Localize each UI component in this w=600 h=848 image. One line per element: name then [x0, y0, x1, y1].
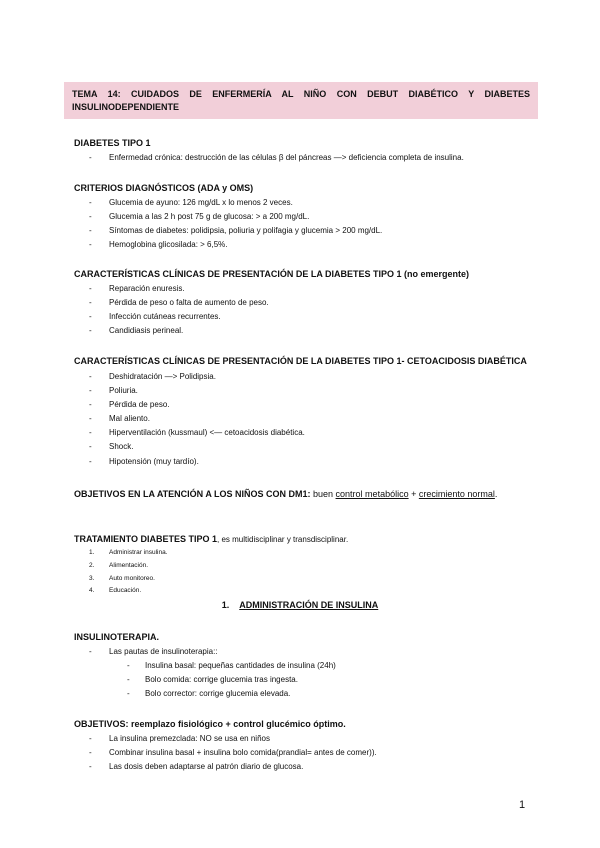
- heading-cetoacidosis: CARACTERÍSTICAS CLÍNICAS DE PRESENTACIÓN DE LA DIABETES TIPO 1- CETOACIDOSIS DIABÉTICA: [74, 356, 527, 366]
- list-item: - Hipotensión (muy tardío).: [89, 457, 199, 466]
- list-item: - Deshidratación —> Polidipsia.: [89, 372, 216, 381]
- list-item: - Pérdida de peso o falta de aumento de peso.: [89, 298, 269, 307]
- objetivos-atencion-heading: OBJETIVOS EN LA ATENCIÓN A LOS NIÑOS CON DM1:: [74, 489, 311, 499]
- list-item: - Poliuria.: [89, 386, 138, 395]
- numbered-item: 2. Alimentación.: [89, 562, 149, 569]
- heading-criterios: CRITERIOS DIAGNÓSTICOS (ADA y OMS): [74, 183, 254, 193]
- list-item: - Las pautas de insulinoterapia::: [89, 647, 218, 656]
- list-item: - Glucemia a las 2 h post 75 g de glucosa: > a 200 mg/dL.: [89, 212, 310, 221]
- list-item: - Hemoglobina glicosilada: > 6,5%.: [89, 240, 228, 249]
- list-item: - Glucemia de ayuno: 126 mg/dL x lo menos 2 veces.: [89, 198, 293, 207]
- heading-insulinoterapia: INSULINOTERAPIA.: [74, 632, 160, 642]
- sub-list-item: - Bolo corrector: corrige glucemia elevada.: [127, 689, 291, 698]
- control-metabolico-text: control metabólico: [335, 489, 409, 499]
- sub-list-item: - Bolo comida: corrige glucemia tras ingesta.: [127, 675, 298, 684]
- list-item: - Pérdida de peso.: [89, 400, 170, 409]
- sub-list-item: - Insulina basal: pequeñas cantidades de insulina (24h): [127, 661, 336, 670]
- list-item: - La insulina premezclada: NO se usa en niños: [89, 734, 270, 743]
- crecimiento-normal-text: crecimiento normal: [418, 489, 495, 499]
- objetivos-atencion-paragraph: OBJETIVOS EN LA ATENCIÓN A LOS NIÑOS CON DM1: buen control metabólico + crecimiento normal.: [74, 489, 498, 499]
- list-item: - Candidiasis perineal.: [89, 326, 184, 335]
- numbered-item: 1. Administrar insulina.: [89, 549, 168, 556]
- list-item: - Combinar insulina basal + insulina bolo comida(prandial= antes de comer)).: [89, 748, 377, 757]
- list-item: - Las dosis deben adaptarse al patrón diario de glucosa.: [89, 762, 304, 771]
- heading-objetivos: OBJETIVOS: reemplazo fisiológico + control glucémico óptimo.: [74, 719, 346, 729]
- list-item: - Enfermedad crónica: destrucción de las células β del páncreas —> deficiencia completa de insulina.: [89, 153, 464, 162]
- list-item: - Reparación enuresis.: [89, 284, 185, 293]
- list-item: - Síntomas de diabetes: polidipsia, poliuria y polifagia y glucemia > 200 mg/dL.: [89, 226, 383, 235]
- section-heading-administracion: 1. ADMINISTRACIÓN DE INSULINA: [221, 600, 379, 610]
- numbered-item: 4. Educación.: [89, 587, 142, 594]
- numbered-item: 3. Auto monitoreo.: [89, 575, 155, 582]
- list-item: - Mal aliento.: [89, 414, 150, 423]
- heading-tratamiento: TRATAMIENTO DIABETES TIPO 1, es multidisciplinar y transdisciplinar.: [74, 534, 349, 544]
- list-item: - Hiperventilación (kussmaul) <— cetoacidosis diabética.: [89, 428, 305, 437]
- heading-clinicas: CARACTERÍSTICAS CLÍNICAS DE PRESENTACIÓN DE LA DIABETES TIPO 1 (no emergente): [74, 269, 470, 279]
- page-number: 1: [519, 799, 526, 811]
- list-item: - Shock.: [89, 442, 134, 451]
- page-title: TEMA 14: CUIDADOS DE ENFERMERÍA AL NIÑO CON DEBUT DIABÉTICO Y DIABETES INSULINODEPENDIENTE: [64, 82, 538, 119]
- heading-dm1: DIABETES TIPO 1: [74, 138, 151, 148]
- list-item: - Infección cutáneas recurrentes.: [89, 312, 221, 321]
